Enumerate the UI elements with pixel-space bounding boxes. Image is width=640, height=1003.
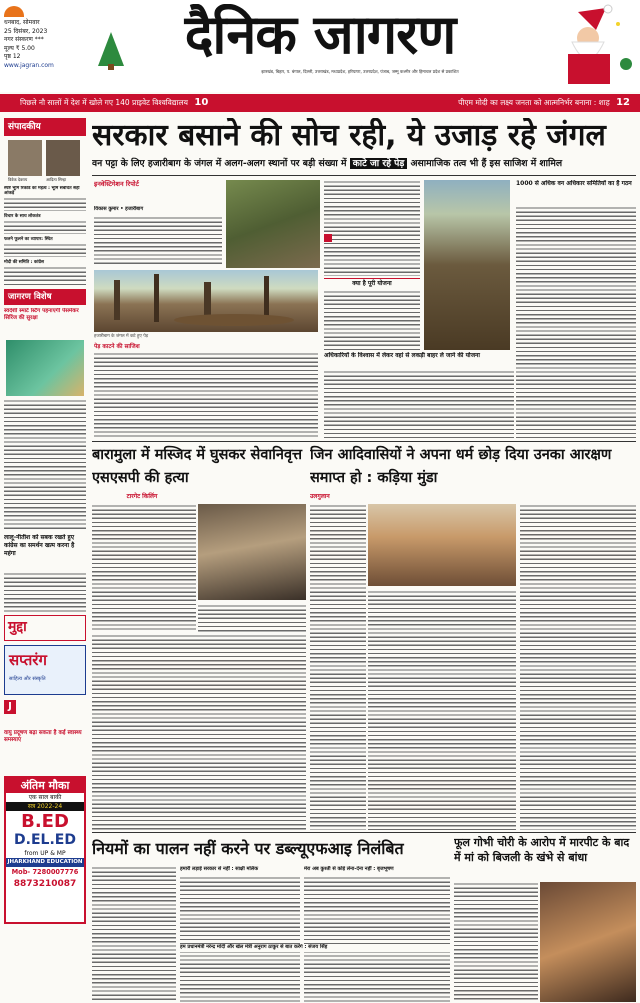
santa-decoration-icon: [548, 4, 638, 84]
lead-stat-headline[interactable]: अधिकारियों के विश्वास में लेकर वहां से लकड़ी बाहर ले जाने की योजना: [324, 352, 480, 359]
teaser-2-page: 12: [616, 97, 630, 108]
adivasi-headline[interactable]: जिन आदिवासियों ने अपना धर्म छोड़ दिया उनका आरक्षण समाप्त हो : कड़िया मुंडा: [310, 447, 612, 486]
teaser-1-page: 10: [194, 97, 209, 108]
editorial-item-1[interactable]: स्पष्ट भूमि रिकॉर्ड का महत्व : भूमि संबंधित सही आंकड़े: [4, 186, 80, 196]
saptrang-sub: साहित्य और संस्कृति: [9, 676, 46, 682]
vishesh-text: [4, 399, 86, 531]
wfi-text-1: [92, 866, 176, 1002]
ad-title: अंतिम मौका: [6, 778, 84, 793]
investigation-tag: [94, 180, 174, 204]
wfi-text-2: [180, 876, 300, 1002]
ad-mob: Mob- 7280007776: [11, 868, 79, 876]
tree-decoration-icon: [96, 30, 126, 70]
teaser-strip: [0, 94, 640, 112]
baramulla-tag: टारगेट किलिंग: [126, 493, 158, 500]
ad-from: from UP & MP: [24, 850, 66, 857]
edition-info: [4, 6, 92, 86]
publication-cities: झारखंड, बिहार, प. बंगाल, दिल्ली, उत्तराखंड, मध्यप्रदेश, हरियाणा, उत्तरप्रदेश, पंजाब, जम्मू कश्मीर और हिमाचल प्रदेश से प्रकाशित: [261, 69, 459, 74]
lead-bullet-heading: क्या है पूरी योजना: [324, 278, 420, 288]
ad-phone: 8873210087: [13, 879, 77, 889]
education-ad[interactable]: [4, 776, 86, 924]
lead-column-2: [94, 352, 318, 438]
editorial-text-3: [4, 243, 86, 257]
editorial-item-2[interactable]: विचार के साथ लोकतंत्र: [4, 214, 41, 219]
wfi-headline[interactable]: नियमों का पालन नहीं करने पर डब्ल्यूएफआइ निलंबित: [92, 839, 404, 858]
adivasi-text-1: [310, 504, 366, 830]
lead-right-photo: [226, 180, 320, 268]
ad-sub: एक साल बाकी: [28, 794, 62, 801]
side-text: [516, 206, 636, 438]
jagran-com-logo-icon: J: [4, 700, 16, 714]
editorial-text-4: [4, 266, 86, 286]
baramulla-headline[interactable]: बारामुला में मस्जिद में घुसकर सेवानिवृत्त एसएसपी की हत्या: [92, 447, 303, 486]
lead-photo-caption: हजारीबाग के जंगल में कटे हुए पेड़: [94, 334, 149, 339]
edition: नगर संस्करण ***: [4, 36, 44, 44]
ad-session: सत्र 2022-24: [6, 802, 84, 811]
newspaper-title: दैनिक जागरण: [184, 4, 456, 66]
ad-course-1: B.ED: [21, 811, 69, 832]
lead-photo-2: [424, 180, 510, 350]
mudda-label: मुद्दा: [8, 619, 27, 635]
wfi-sub-2[interactable]: मेरा अब कुश्ती से कोई लेना-देना नहीं : बृजभूषण: [304, 866, 394, 872]
sun-logo-icon: [4, 6, 24, 17]
deck-text: वन पट्टा के लिए हजारीबाग के जंगल में अलग-अलग स्थानों पर बड़ी संख्या में: [92, 158, 347, 169]
jagran-com-headline: वायु प्रदूषण बढ़ा सकता है कई स्वास्थ्य समस्याएं: [4, 730, 82, 744]
wfi-text-3: [304, 876, 450, 1002]
lead-subhead: पेड़ काटने की साजिश: [94, 344, 140, 350]
mudda-box[interactable]: [4, 615, 86, 641]
lalu-headline[interactable]: लालू-नीतीश को सबक रखते हुए कांग्रेस का समर्थन खत्म करना है महंगा: [4, 534, 75, 557]
lead-rule: [92, 175, 636, 176]
deck-tail: असामाजिक तत्व भी हैं इस साजिश में शामिल: [410, 158, 563, 169]
baramulla-text-2: [198, 604, 306, 632]
section-rule-2: [92, 832, 636, 833]
editorial-item-4[interactable]: मोदी की समिति : कांग्रेस: [4, 260, 44, 265]
date: 25 दिसंबर, 2023: [4, 27, 48, 35]
editorial-heading: संपादकीय: [4, 118, 86, 136]
day: धनबाद, सोमवार: [4, 19, 40, 26]
editorial-item-3[interactable]: फलने फूलने का व्यापार: स्थित: [4, 237, 53, 242]
author-name-1: विवेक देवराय: [8, 177, 28, 182]
saptrang-box[interactable]: [4, 645, 86, 695]
saptrang-label: सप्तरंग: [9, 651, 47, 669]
investigation-label: इनवेस्टिगेशन रिपोर्ट: [94, 180, 139, 188]
pages: पृष्ठ 12: [4, 53, 21, 61]
editorial-text-1: [4, 197, 86, 211]
jagran-vishesh-heading: जागरण विशेष: [4, 289, 86, 305]
author-name-2: आदित्य सिन्हा: [46, 177, 67, 182]
teaser-1[interactable]: पिछले नौ सालों में देश में खोले गए 140 प्राइवेट विश्वविद्यालय 10: [20, 97, 209, 108]
editorial-text-2: [4, 220, 86, 234]
lead-photo: [94, 270, 318, 332]
baramulla-text-3: [92, 634, 306, 830]
website[interactable]: www.jagran.com: [4, 61, 54, 69]
vishesh-headline[interactable]: स्वदेशी स्मार्ट स्टिंग पहनाएगी पेसमेकर सिरिंज की सुरक्षा: [4, 308, 79, 321]
lead-bullet-text: [324, 290, 420, 350]
lead-deck: [92, 155, 636, 173]
author-photo-2: [46, 140, 80, 176]
teaser-2[interactable]: पीएम मोदी का लक्ष्य जनता को आत्मनिर्भर बनाना : शाह 12: [458, 97, 630, 108]
cauliflower-photo: [540, 882, 636, 1002]
masthead: [0, 0, 640, 92]
lead-headline[interactable]: सरकार बसाने की सोच रही, ये उजाड़ रहे जंगल: [92, 118, 606, 153]
lead-bullets: [324, 180, 420, 276]
vishesh-photo: [6, 340, 84, 396]
side-headline[interactable]: 1000 से अधिक वन अधिकार समितियों का है गठन: [516, 180, 632, 187]
jagran-com-box[interactable]: [4, 700, 86, 770]
adivasi-text-2: [368, 590, 516, 830]
sidebar: [4, 116, 86, 1002]
lalu-text: [4, 572, 86, 612]
price: मूल्य ₹ 5.00: [4, 44, 35, 52]
cauliflower-headline[interactable]: फूल गोभी चोरी के आरोप में मारपीट के बाद में मां को बिजली के खंभे से बांधा: [454, 836, 630, 864]
adivasi-photo: [368, 504, 516, 586]
adivasi-tag: उलगुलान: [310, 493, 330, 500]
wfi-sub-1[interactable]: हमारी लड़ाई सरकार से नहीं : साक्षी मलिक: [180, 866, 259, 872]
wfi-sub-3[interactable]: हम प्रधानमंत्री नरेन्द्र मोदी और खेल मंत्री अनुराग ठाकुर से बात करेंगे : संजय सिंह: [180, 944, 450, 952]
author-photo-1: [8, 140, 42, 176]
lead-stat-icon: [324, 234, 332, 242]
cauliflower-text: [454, 882, 538, 1002]
silkyara-text: [520, 504, 636, 830]
ad-org: JHARKHAND EDUCATION: [7, 859, 83, 865]
deck-highlight: काटे जा रहे पेड़: [350, 158, 408, 169]
lead-stat-text: [324, 370, 514, 438]
lead-byline: विकास कुमार • हजारीबाग: [94, 206, 144, 212]
baramulla-photo: [198, 504, 306, 600]
ad-course-2: D.EL.ED: [14, 832, 76, 848]
section-rule-1: [92, 441, 636, 442]
baramulla-text-1: [92, 504, 196, 632]
lead-column-1: [94, 216, 222, 266]
